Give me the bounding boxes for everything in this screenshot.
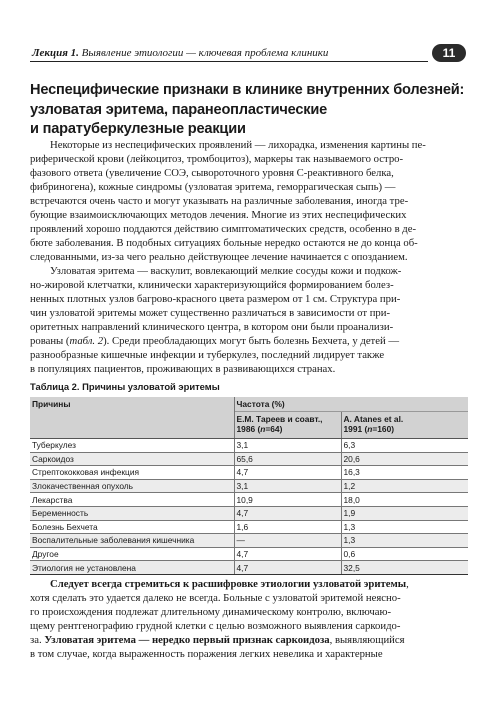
- freq-tareev-cell: 65,6: [234, 452, 341, 466]
- freq-atanes-cell: 18,0: [341, 493, 468, 507]
- running-header: [30, 43, 468, 65]
- freq-tareev-cell: 10,9: [234, 493, 341, 507]
- text-fragment: =64): [265, 424, 283, 434]
- text-fragment: , выявляющийся: [329, 633, 405, 646]
- table-header-row: [30, 397, 468, 412]
- source-line: [237, 424, 283, 434]
- cause-cell: Воспалительные заболевания кишечника: [30, 534, 234, 548]
- text-line: в том случае, когда выраженность поражения легких невелика и характерные: [30, 647, 383, 660]
- text-line: риферической крови (лейкоцитоз, тромбоцитоз), маркеры так называемого остро-: [30, 152, 404, 165]
- freq-atanes-cell: 16,3: [341, 466, 468, 480]
- freq-tareev-cell: —: [234, 534, 341, 548]
- paragraph-erythema-nodosum: [30, 265, 468, 377]
- text-line: хотя сделать это удается далеко не всегда. Больные с узловатой эритемой неясно-: [30, 591, 401, 604]
- source-line: A. Atanes et al.: [343, 414, 404, 424]
- text-line: но-жировой клетчатки, клинически характеризующийся формированием болез-: [30, 278, 394, 291]
- table-row: [30, 439, 468, 453]
- cause-cell: Беременность: [30, 506, 234, 520]
- column-header-tareev: [234, 412, 341, 439]
- freq-atanes-cell: 1,3: [341, 520, 468, 534]
- source-line: [344, 424, 395, 434]
- freq-tareev-cell: 4,7: [234, 506, 341, 520]
- paragraph-nonspecific-signs: [30, 139, 468, 265]
- table-row: [30, 534, 468, 548]
- section-title-line: Неспецифические признаки в клинике внутренних болезней:: [30, 82, 465, 98]
- text-line: ненных плотных узлов багрово-красного цвета размером от 1 см. Структура при-: [30, 292, 401, 305]
- text-line: го происхождения подлежат длительному динамическому контролю, включаю-: [30, 605, 392, 618]
- text-line: оритетных направлений клинического центра, в котором они были проанализи-: [30, 320, 394, 333]
- lecture-topic: Выявление этиологии — ключевая проблема клиники: [81, 47, 329, 59]
- cause-cell: Саркоидоз: [30, 452, 234, 466]
- table-row: [30, 506, 468, 520]
- text-line: бюте заболевания. В подобных ситуациях больные нередко остаются не до конца об-: [30, 236, 418, 249]
- text-fragment: =160): [372, 424, 395, 434]
- table-row: [30, 479, 468, 493]
- lecture-number: Лекция 1.: [32, 47, 79, 59]
- table-row: [30, 520, 468, 534]
- table-caption: Таблица 2. Причины узловатой эритемы: [30, 381, 220, 392]
- freq-tareev-cell: 3,1: [234, 479, 341, 493]
- text-line: разнообразные кишечные инфекции и туберкулез, последний лидирует также: [30, 348, 385, 361]
- sample-size-symbol: n: [260, 424, 266, 434]
- table-reference: табл. 2: [69, 334, 104, 347]
- sample-size-symbol: n: [367, 424, 373, 434]
- header-rule: [30, 61, 428, 62]
- freq-atanes-cell: 20,6: [341, 452, 468, 466]
- cause-cell: Лекарства: [30, 493, 234, 507]
- cause-cell: Туберкулез: [30, 439, 234, 453]
- section-title-line: узловатая эритема, паранеопластические: [30, 101, 328, 118]
- text-fragment: ,: [406, 578, 409, 590]
- freq-atanes-cell: 6,3: [341, 439, 468, 453]
- freq-tareev-cell: 1,6: [234, 520, 341, 534]
- text-line: [30, 578, 468, 592]
- text-line: фибриногена), кожные синдромы (узловатая эритема, геморрагическая сыпь) —: [30, 180, 396, 193]
- freq-tareev-cell: 4,7: [234, 466, 341, 480]
- cause-cell: Болезнь Бехчета: [30, 520, 234, 534]
- emphasis-text: Узловатая эритема — нередко первый признак саркоидоза: [44, 633, 330, 646]
- freq-tareev-cell: 3,1: [234, 439, 341, 453]
- text-line: фазового ответа (увеличение СОЭ, сывороточного уровня С-реактивного белка,: [30, 166, 394, 179]
- text-fragment: рованы (: [30, 334, 70, 347]
- text-line: следованными, из-за чего реально действующее лечение начинается с опозданием.: [30, 250, 408, 263]
- text-line: чин узловатой эритемы может существенно различаться в зависимости от при-: [30, 306, 391, 319]
- text-fragment: за.: [30, 633, 45, 646]
- freq-atanes-cell: 0,6: [341, 547, 468, 561]
- table-row: [30, 466, 468, 480]
- text-line: [30, 335, 468, 349]
- table-row: [30, 547, 468, 561]
- text-line: [30, 634, 468, 648]
- cause-cell: Другое: [30, 547, 234, 561]
- source-line: Е.М. Тареев и соавт.,: [236, 414, 323, 424]
- text-fragment: 1991 (: [343, 424, 368, 434]
- text-line: встречаются очень часто и могут указывать на различные заболевания, иногда тре-: [30, 194, 409, 207]
- running-header-text: [32, 47, 328, 59]
- text-line: Узловатая эритема — васкулит, вовлекающий мелкие сосуды кожи и подкож-: [50, 265, 402, 277]
- cause-cell: Стрептококковая инфекция: [30, 466, 234, 480]
- text-fragment: ). Среди преобладающих могут быть болезнь Бехчета, у детей —: [103, 334, 400, 347]
- cause-cell: Злокачественная опухоль: [30, 479, 234, 493]
- freq-atanes-cell: 32,5: [341, 561, 468, 575]
- column-header-causes: Причины: [30, 397, 234, 439]
- text-line: щему рентгенографию грудной клетки с целью возможного выявления саркоидо-: [30, 619, 401, 632]
- causes-table: [30, 397, 468, 575]
- section-title: [30, 81, 470, 140]
- text-fragment: 1986 (: [236, 424, 261, 434]
- text-line: в популяциях пациентов, проживающих в развивающихся странах.: [30, 362, 336, 375]
- table-row: [30, 493, 468, 507]
- cause-cell: Этиология не установлена: [30, 561, 234, 575]
- freq-atanes-cell: 1,9: [341, 506, 468, 520]
- paragraph-etiology: [30, 578, 468, 662]
- column-header-atanes: [341, 412, 468, 439]
- emphasis-text: Следует всегда стремиться к расшифровке этиологии узловатой эритемы: [50, 578, 407, 590]
- text-line: Некоторые из неспецифических проявлений — лихорадка, изменения картины пе-: [50, 139, 426, 151]
- text-line: бующие взаимоисключающих методов лечения. Многие из этих неспецифических: [30, 208, 407, 221]
- column-header-frequency: Частота (%): [234, 397, 468, 412]
- freq-tareev-cell: 4,7: [234, 561, 341, 575]
- text-line: проявлений хорошо поддаются действию симптоматических средств, особенно в де-: [30, 222, 417, 235]
- page-number: 11: [432, 44, 466, 62]
- section-title-line: и паратуберкулезные реакции: [30, 121, 246, 137]
- table-row: [30, 561, 468, 575]
- freq-atanes-cell: 1,2: [341, 479, 468, 493]
- freq-atanes-cell: 1,3: [341, 534, 468, 548]
- table-row: [30, 452, 468, 466]
- freq-tareev-cell: 4,7: [234, 547, 341, 561]
